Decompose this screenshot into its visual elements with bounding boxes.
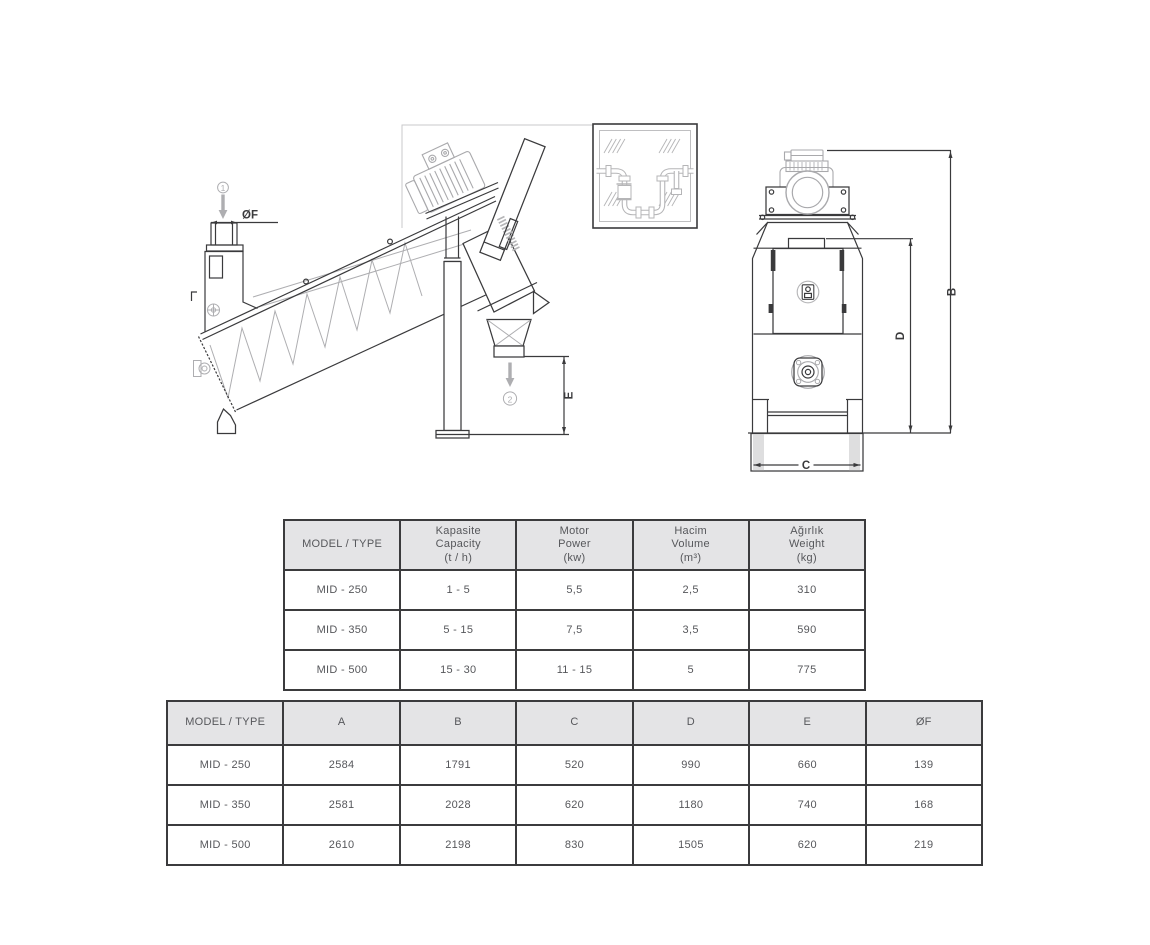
value-cell: 139 [866,745,982,785]
value-cell: MID - 350 [167,785,283,825]
table-header-row [284,520,865,570]
side-flap [534,292,550,314]
value-cell: MID - 500 [284,650,400,690]
value-cell: 11 - 15 [516,650,632,690]
inlet-hopper [192,223,258,434]
value-cell: 2028 [400,785,516,825]
dimensions-table [166,700,983,866]
dim-label-d: D [895,331,907,341]
header-cell: E [749,701,865,745]
value-cell: 5 - 15 [400,610,516,650]
value-cell: 2581 [283,785,399,825]
value-cell: MID - 250 [167,745,283,785]
value-cell: MID - 250 [284,570,400,610]
side-view-drawing [192,136,576,438]
front-foot [218,409,236,434]
shaft-bearing [194,361,211,377]
header-cell: A [283,701,399,745]
dim-label-e: E [563,391,576,400]
header-cell: MODEL / TYPE [167,701,283,745]
value-cell: 219 [866,825,982,865]
header-cell: ØF [866,701,982,745]
value-cell: 3,5 [633,610,749,650]
valve-icon [618,186,631,199]
machine-body-front [748,222,866,471]
nozzle-cap [672,189,682,195]
value-cell: 2610 [283,825,399,865]
value-cell: 2,5 [633,570,749,610]
outlet-chute [494,346,524,357]
outlet-marker-number: 2 [507,394,513,405]
header-cell: MODEL / TYPE [284,520,400,570]
value-cell: 168 [866,785,982,825]
header-cell: Ağırlık Weight (kg) [749,520,865,570]
handwheel-icon [208,304,220,316]
value-cell: MID - 500 [167,825,283,865]
value-cell: 620 [749,825,865,865]
inlet-marker [218,182,229,219]
header-cell: Motor Power (kw) [516,520,632,570]
front-view-drawing [748,150,959,472]
hopper-window [210,256,223,278]
dim-label-of: ØF [242,209,258,222]
table-row [167,745,982,785]
value-cell: 2584 [283,745,399,785]
value-cell: 310 [749,570,865,610]
table-row [284,610,865,650]
table-row [167,785,982,825]
value-cell: 990 [633,745,749,785]
value-cell: 740 [749,785,865,825]
value-cell: 5 [633,650,749,690]
piping-detail-inset [593,124,697,228]
capacity-table [283,519,866,691]
gearmotor-side [397,136,486,217]
inlet-marker-number: 1 [220,182,226,193]
value-cell: 830 [516,825,632,865]
value-cell: 590 [749,610,865,650]
header-cell: Hacim Volume (m³) [633,520,749,570]
shaft-flange [792,356,825,389]
table-row [284,650,865,690]
header-cell: C [516,701,632,745]
value-cell: 5,5 [516,570,632,610]
table-row [284,570,865,610]
value-cell: 660 [749,745,865,785]
value-cell: 15 - 30 [400,650,516,690]
support-leg [436,217,469,439]
value-cell: 775 [749,650,865,690]
value-cell: 1791 [400,745,516,785]
value-cell: 1180 [633,785,749,825]
value-cell: 520 [516,745,632,785]
dim-label-c: C [801,460,811,472]
header-cell: B [400,701,516,745]
outlet-marker [503,363,516,406]
table-row [167,825,982,865]
value-cell: 620 [516,785,632,825]
value-cell: 7,5 [516,610,632,650]
value-cell: 1 - 5 [400,570,516,610]
header-cell: Kapasite Capacity (t / h) [400,520,516,570]
value-cell: 1505 [633,825,749,865]
header-cell: D [633,701,749,745]
dim-label-b: B [946,287,959,297]
table-header-row [167,701,982,745]
value-cell: MID - 350 [284,610,400,650]
value-cell: 2198 [400,825,516,865]
